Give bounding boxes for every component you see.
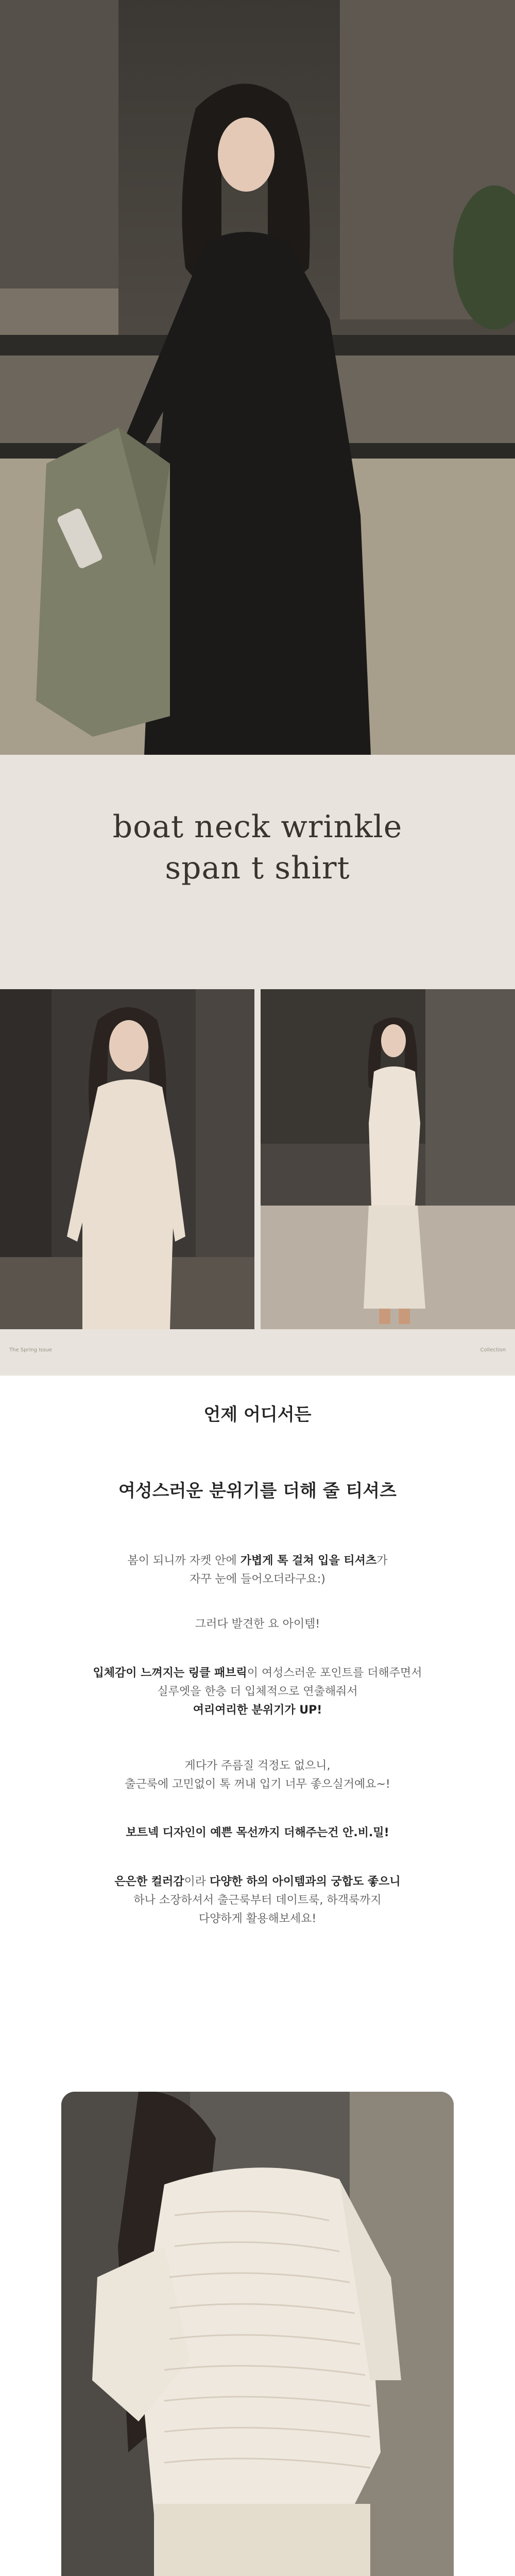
p1-line2: 자꾸 눈에 들어오더라구요:) [190,1573,325,1586]
pair-caption-left: The Spring Issue [9,1347,53,1353]
p2-text: 그러다 발견한 요 아이템! [195,1618,320,1631]
p4-line2: 출근룩에 고민없이 톡 꺼내 입기 너무 좋으실거예요~! [125,1778,390,1791]
hero-model-illustration [0,0,515,755]
pair-photo-right [261,989,515,1329]
hero-photo [0,0,515,755]
product-title-line2: span t shirt [165,850,350,886]
intro-heading-line1: 언제 어디서든 [203,1404,312,1425]
p3-line2: 실루엣을 한층 더 입체적으로 연출해줘서 [157,1685,358,1698]
p5-text: 보트넥 디자인이 예쁜 목선까지 더해주는건 안.비.밀! [126,1826,389,1839]
p6-text-b: 이라 [184,1875,210,1888]
intro-paragraph-5 [0,1824,515,1842]
intro-heading-line2: 여성스러운 분위기를 더해 줄 티셔츠 [118,1481,397,1501]
wrinkle-fabric-closeup-illustration [61,2092,454,2576]
p1-text-b: 가볍게 톡 걸쳐 입을 티셔츠 [240,1554,377,1567]
pair-caption-right: Collection [480,1347,506,1353]
intro-paragraph-3 [0,1664,515,1720]
intro-paragraph-4 [0,1757,515,1794]
p6-text-c: 다양한 하의 아이템과의 궁합도 좋으니 [210,1875,401,1888]
p6-line2: 하나 소장하셔서 출근룩부터 데이트룩, 하객룩까지 [133,1894,382,1907]
p3-line3: 여리여리한 분위기가 UP! [193,1704,322,1717]
product-title-line1: boat neck wrinkle [112,809,403,845]
p6-text-a: 은은한 컬러감 [114,1875,184,1888]
p1-text-a: 봄이 되니까 자켓 안에 [127,1554,241,1567]
model-full-illustration [261,989,515,1329]
p1-text-c: 가 [376,1554,388,1567]
intro-paragraph-6 [0,1873,515,1928]
detail-photo-card-1 [61,2092,454,2576]
p3-text-b: 이 여성스러운 포인트를 더해주면서 [247,1667,422,1680]
pair-photo-left [0,989,254,1329]
intro-paragraph-1 [0,1552,515,1589]
model-front-illustration [0,989,254,1329]
intro-paragraph-2 [0,1615,515,1634]
p4-line1: 게다가 주름질 걱정도 없으니, [184,1759,331,1772]
p3-text-a: 입체감이 느껴지는 링클 패브릭 [93,1667,247,1680]
p6-line3: 다양하게 활용해보세요! [198,1912,317,1925]
